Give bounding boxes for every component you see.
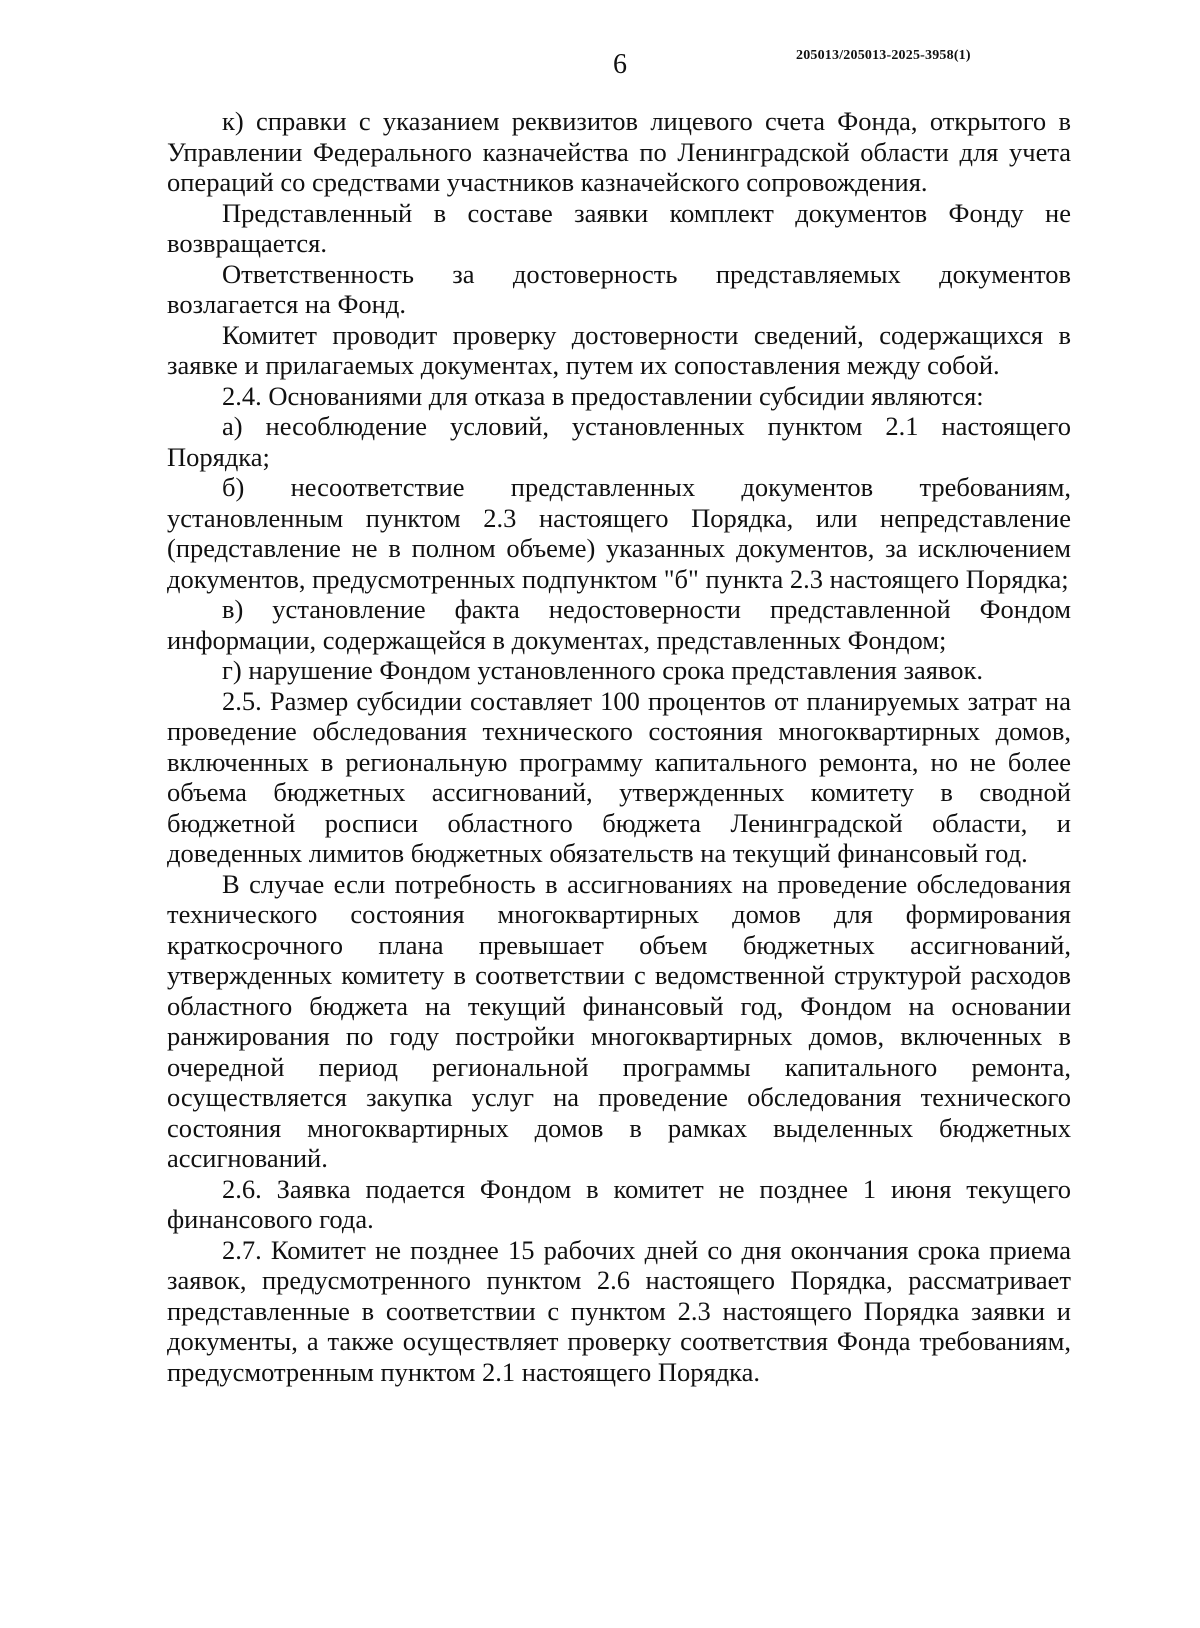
document-body	[167, 106, 1071, 1387]
paragraph-2-6-deadline: 2.6. Заявка подается Фондом в комитет не позднее 1 июня текущего финансового года.	[167, 1173, 1071, 1234]
paragraph-2-4-g: г) нарушение Фондом установленного срока представления заявок.	[222, 655, 983, 685]
paragraph-2-5-subsidy-size: 2.5. Размер субсидии составляет 100 процентов от планируемых затрат на проведение обследования технического состояния многоквартирных домов, включенных в региональную программу капитального ремонта, но не более объема бюджетных ассигнований, утвержденных комитету в сводной бюджетной росписи областного бюджета Ленинградской области, и доведенных лимитов бюджетных обязательств на текущий финансовый год.	[167, 685, 1071, 868]
paragraph-2-4-v: в) установление факта недостоверности представленной Фондом информации, содержащейся в документах, представленных Фондом;	[167, 594, 1071, 655]
document-id: 205013/205013-2025-3958(1)	[796, 48, 971, 63]
paragraph-2-7-review: 2.7. Комитет не позднее 15 рабочих дней со дня окончания срока приема заявок, предусмотренного пунктом 2.6 настоящего Порядка, рассматривает представленные в соответствии с пунктом 2.3 настоящего Порядка заявки и документы, а также осуществляет проверку соответствия Фонда требованиям, предусмотренным пунктом 2.1 настоящего Порядка.	[167, 1234, 1071, 1387]
paragraph-2-4-a: а) несоблюдение условий, установленных пунктом 2.1 настоящего Порядка;	[167, 411, 1071, 472]
paragraph-2-4-b: б) несоответствие представленных документов требованиям, установленным пунктом 2.3 настоящего Порядка, или непредставление (представление не в полном объеме) указанных документов, за исключением документов, предусмотренных подпунктом "б" пункта 2.3 настоящего Порядка;	[167, 472, 1071, 594]
paragraph-documents-not-returned: Представленный в составе заявки комплект документов Фонду не возвращается.	[167, 197, 1071, 258]
paragraph-k-bank-certificate: к) справки с указанием реквизитов лицевого счета Фонда, открытого в Управлении Федерального казначейства по Ленинградской области для учета операций со средствами участников казначейского сопровождения.	[167, 106, 1071, 197]
paragraph-verification: Комитет проводит проверку достоверности сведений, содержащихся в заявке и прилагаемых документах, путем их сопоставления между собой.	[167, 319, 1071, 380]
paragraph-2-4-refusal-grounds: 2.4. Основаниями для отказа в предоставлении субсидии являются:	[222, 380, 984, 411]
paragraph-responsibility: Ответственность за достоверность представляемых документов возлагается на Фонд.	[167, 258, 1071, 319]
paragraph-insufficient-funds: В случае если потребность в ассигнованиях на проведение обследования технического состояния многоквартирных домов для формирования краткосрочного плана превышает объем бюджетных ассигнований, утвержденных комитету в соответствии с ведомственной структурой расходов областного бюджета на текущий финансовый год, Фондом на основании ранжирования по году постройки многоквартирных домов, включенных в очередной период региональной программы капитального ремонта, осуществляется закупка услуг на проведение обследования технического состояния многоквартирных домов в рамках выделенных бюджетных ассигнований.	[167, 868, 1071, 1173]
page-number: 6	[613, 49, 627, 80]
